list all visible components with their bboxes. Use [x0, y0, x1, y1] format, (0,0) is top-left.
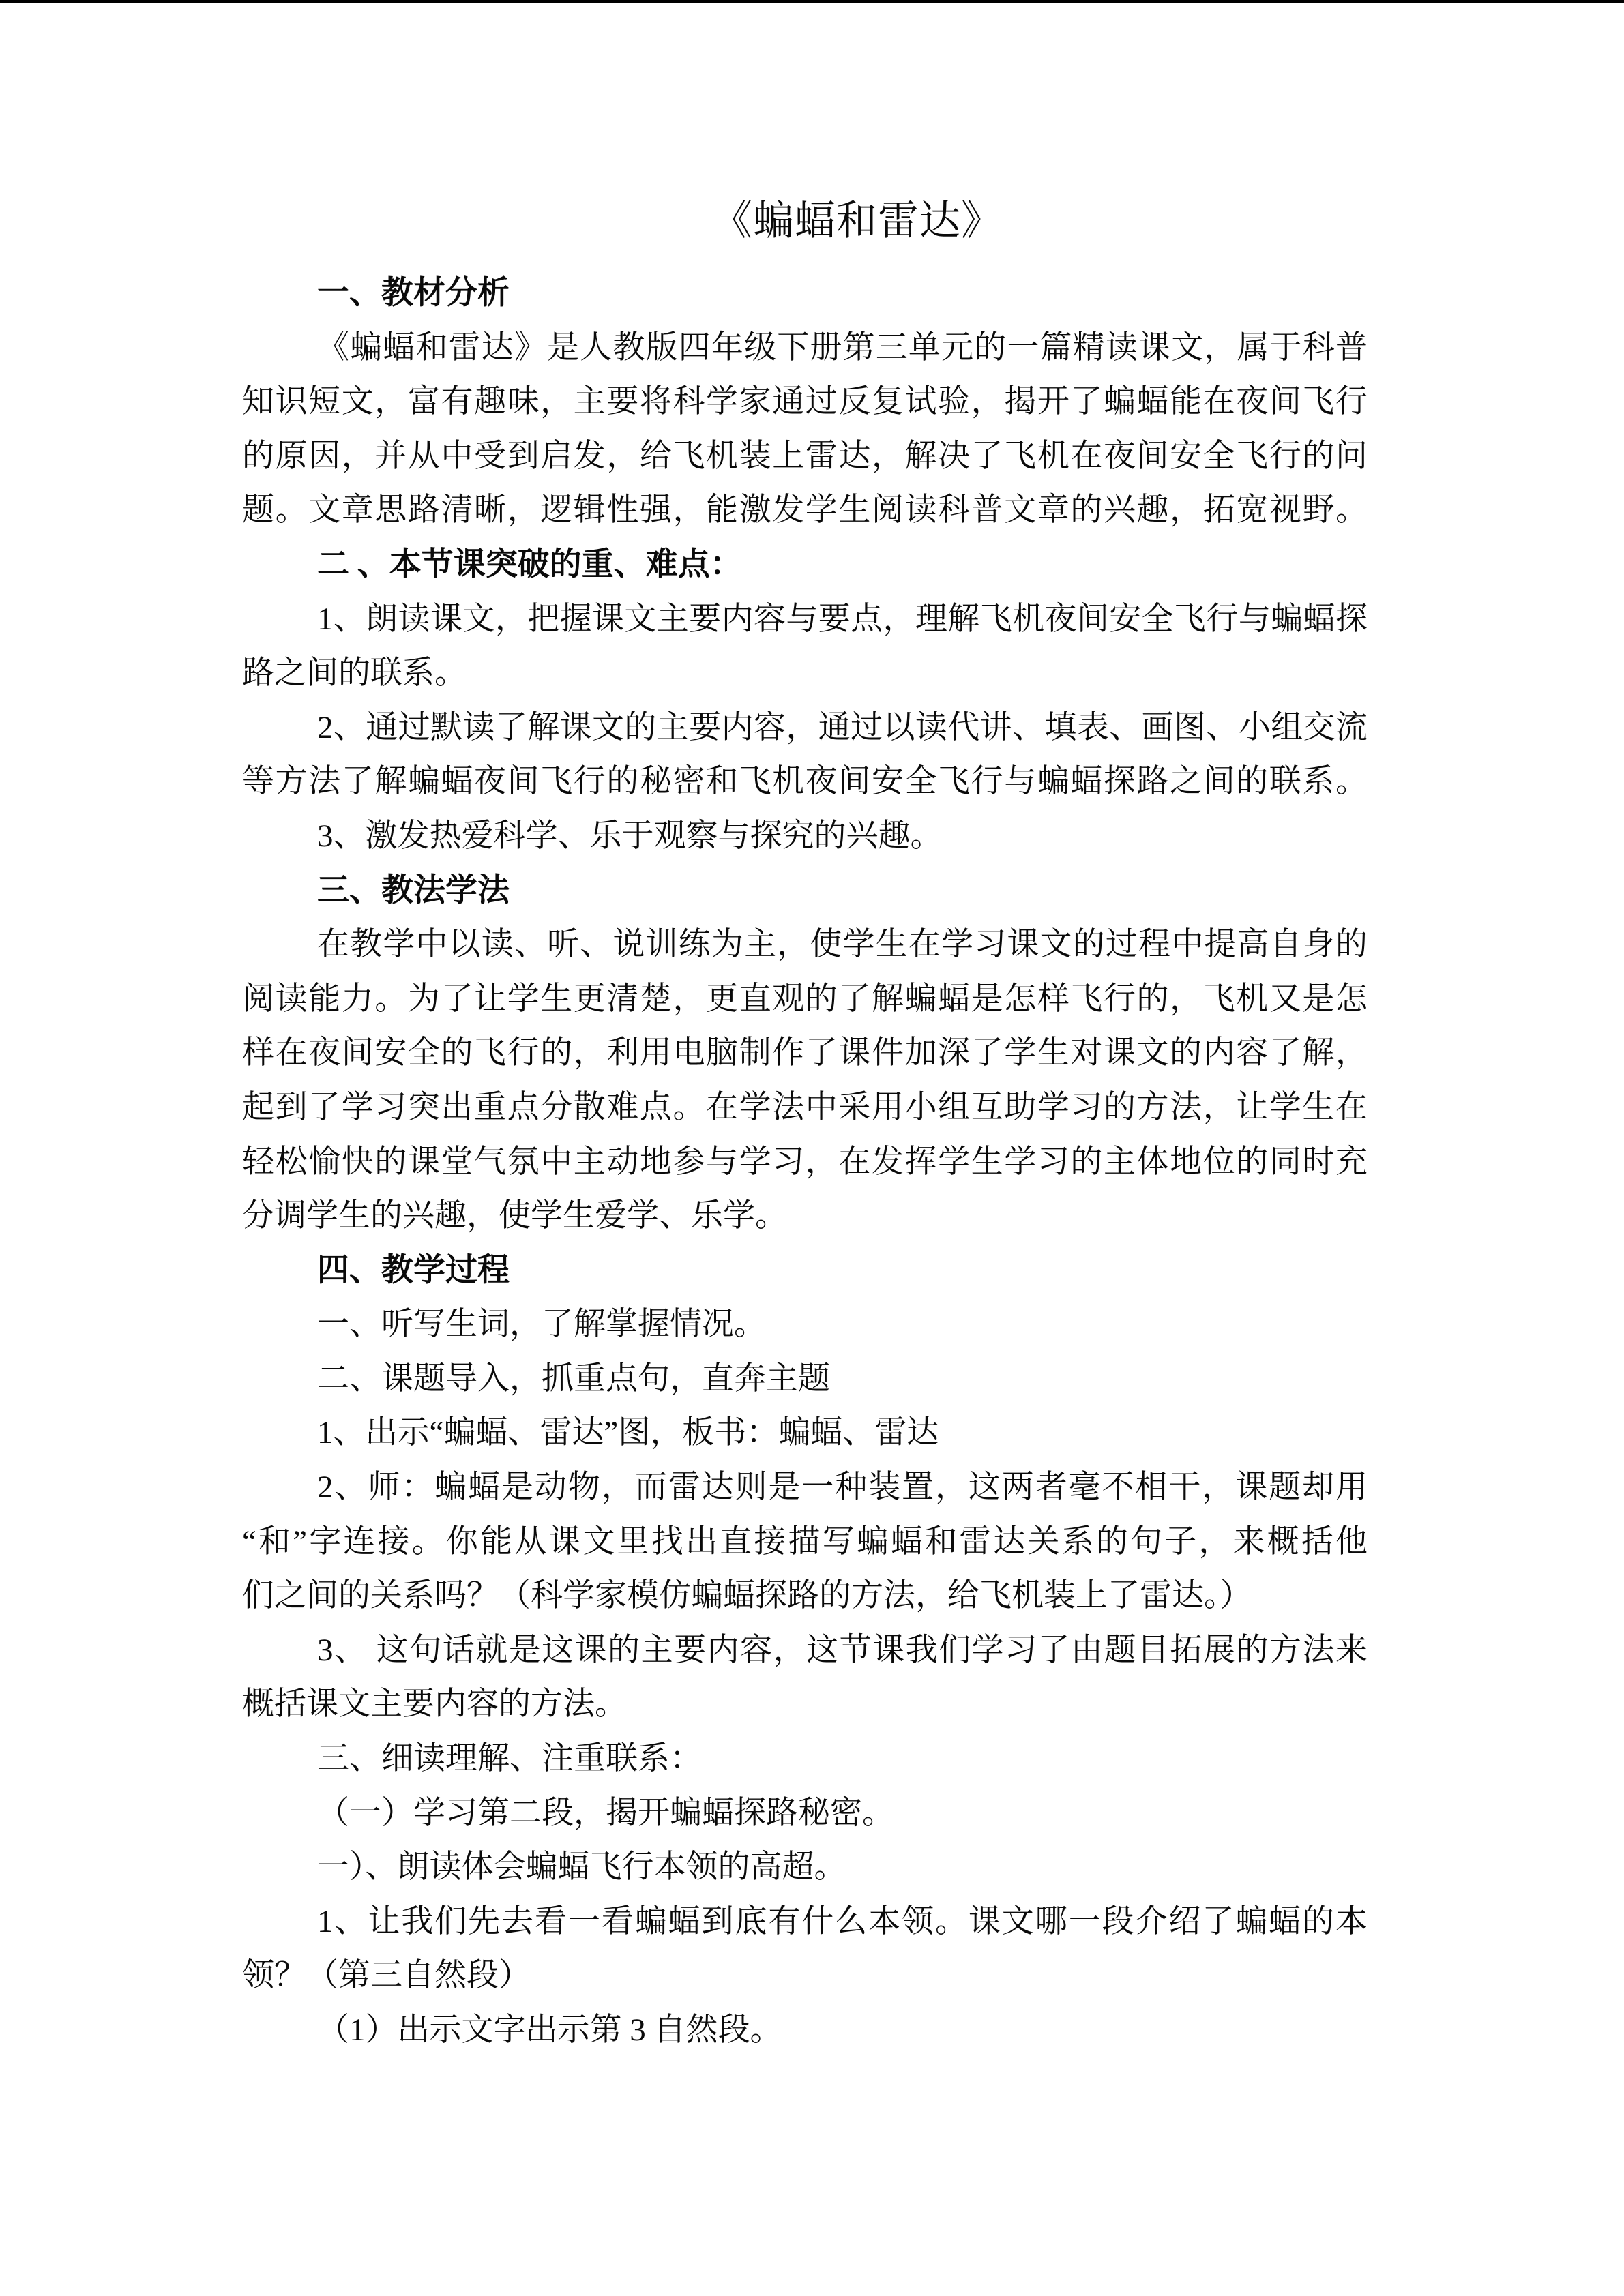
- text-line: 样在夜间安全的飞行的，利用电脑制作了课件加深了学生对课文的内容了解，: [242, 1035, 1368, 1071]
- document-body: [242, 267, 1368, 2058]
- text-line: 1、让我们先去看一看蝙蝠到底有什么本领。课文哪一段介绍了蝙蝠的本: [317, 1903, 1368, 1939]
- text-line: 分调学生的兴趣，使学生爱学、乐学。: [242, 1198, 787, 1234]
- text-line: “和”字连接。你能从课文里找出直接描写蝙蝠和雷达关系的句子，来概括他: [242, 1523, 1368, 1560]
- text-line: 领？（第三自然段）: [242, 1958, 531, 1994]
- scan-top-edge: [0, 0, 1624, 3]
- text-line: 1、朗读课文，把握课文主要内容与要点，理解飞机夜间安全飞行与蝙蝠探: [317, 601, 1368, 637]
- text-line: 一、教材分析: [317, 275, 510, 311]
- text-line: 在教学中以读、听、说训练为主，使学生在学习课文的过程中提高自身的: [317, 927, 1368, 963]
- text-line: 们之间的关系吗？（科学家模仿蝙蝠探路的方法，给飞机装上了雷达。）: [242, 1578, 1252, 1614]
- text-line: （1）出示文字出示第 3 自然段。: [317, 2012, 782, 2048]
- text-line: 三、教法学法: [317, 872, 510, 908]
- text-line: 题。文章思路清晰，逻辑性强，能激发学生阅读科普文章的兴趣，拓宽视野。: [242, 492, 1368, 528]
- text-line: 三、细读理解、注重联系：: [317, 1741, 702, 1777]
- text-line: （一）学习第二段，揭开蝙蝠探路秘密。: [317, 1795, 894, 1831]
- text-line: 阅读能力。为了让学生更清楚，更直观的了解蝙蝠是怎样飞行的，飞机又是怎: [242, 981, 1368, 1017]
- text-line: 3、 这句话就是这课的主要内容，这节课我们学习了由题目拓展的方法来: [317, 1632, 1368, 1668]
- text-line: 的原因，并从中受到启发，给飞机装上雷达，解决了飞机在夜间安全飞行的问: [242, 438, 1368, 474]
- text-line: 二 、本节课突破的重、难点：: [317, 546, 742, 582]
- text-line: 2、师：蝙蝠是动物，而雷达则是一种装置，这两者毫不相干，课题却用: [317, 1470, 1368, 1506]
- text-line: 一）、朗读体会蝙蝠飞行本领的高超。: [317, 1849, 846, 1885]
- text-line: 一、听写生词，了解掌握情况。: [317, 1307, 766, 1343]
- text-line: 路之间的联系。: [242, 655, 467, 691]
- text-line: 等方法了解蝙蝠夜间飞行的秘密和飞机夜间安全飞行与蝙蝠探路之间的联系。: [242, 764, 1368, 800]
- text-line: 1、出示“蝙蝠、雷达”图，板书：蝙蝠、雷达: [317, 1415, 939, 1451]
- text-line: 二、课题导入，抓重点句，直奔主题: [317, 1360, 830, 1397]
- text-line: 概括课文主要内容的方法。: [242, 1686, 627, 1723]
- text-line: 起到了学习突出重点分散难点。在学法中采用小组互助学习的方法，让学生在: [242, 1089, 1368, 1125]
- text-line: 知识短文，富有趣味，主要将科学家通过反复试验，揭开了蝙蝠能在夜间飞行: [242, 384, 1368, 420]
- text-line: 轻松愉快的课堂气氛中主动地参与学习，在发挥学生学习的主体地位的同时充: [242, 1144, 1368, 1180]
- text-line: 四、教学过程: [317, 1252, 510, 1288]
- text-line: 2、通过默读了解课文的主要内容，通过以读代讲、填表、画图、小组交流: [317, 709, 1368, 745]
- text-line: 《蝙蝠和雷达》是人教版四年级下册第三单元的一篇精读课文，属于科普: [317, 329, 1368, 366]
- document-title: 《蝙蝠和雷达》: [711, 198, 1003, 243]
- text-line: 3、激发热爱科学、乐于观察与探究的兴趣。: [317, 818, 943, 854]
